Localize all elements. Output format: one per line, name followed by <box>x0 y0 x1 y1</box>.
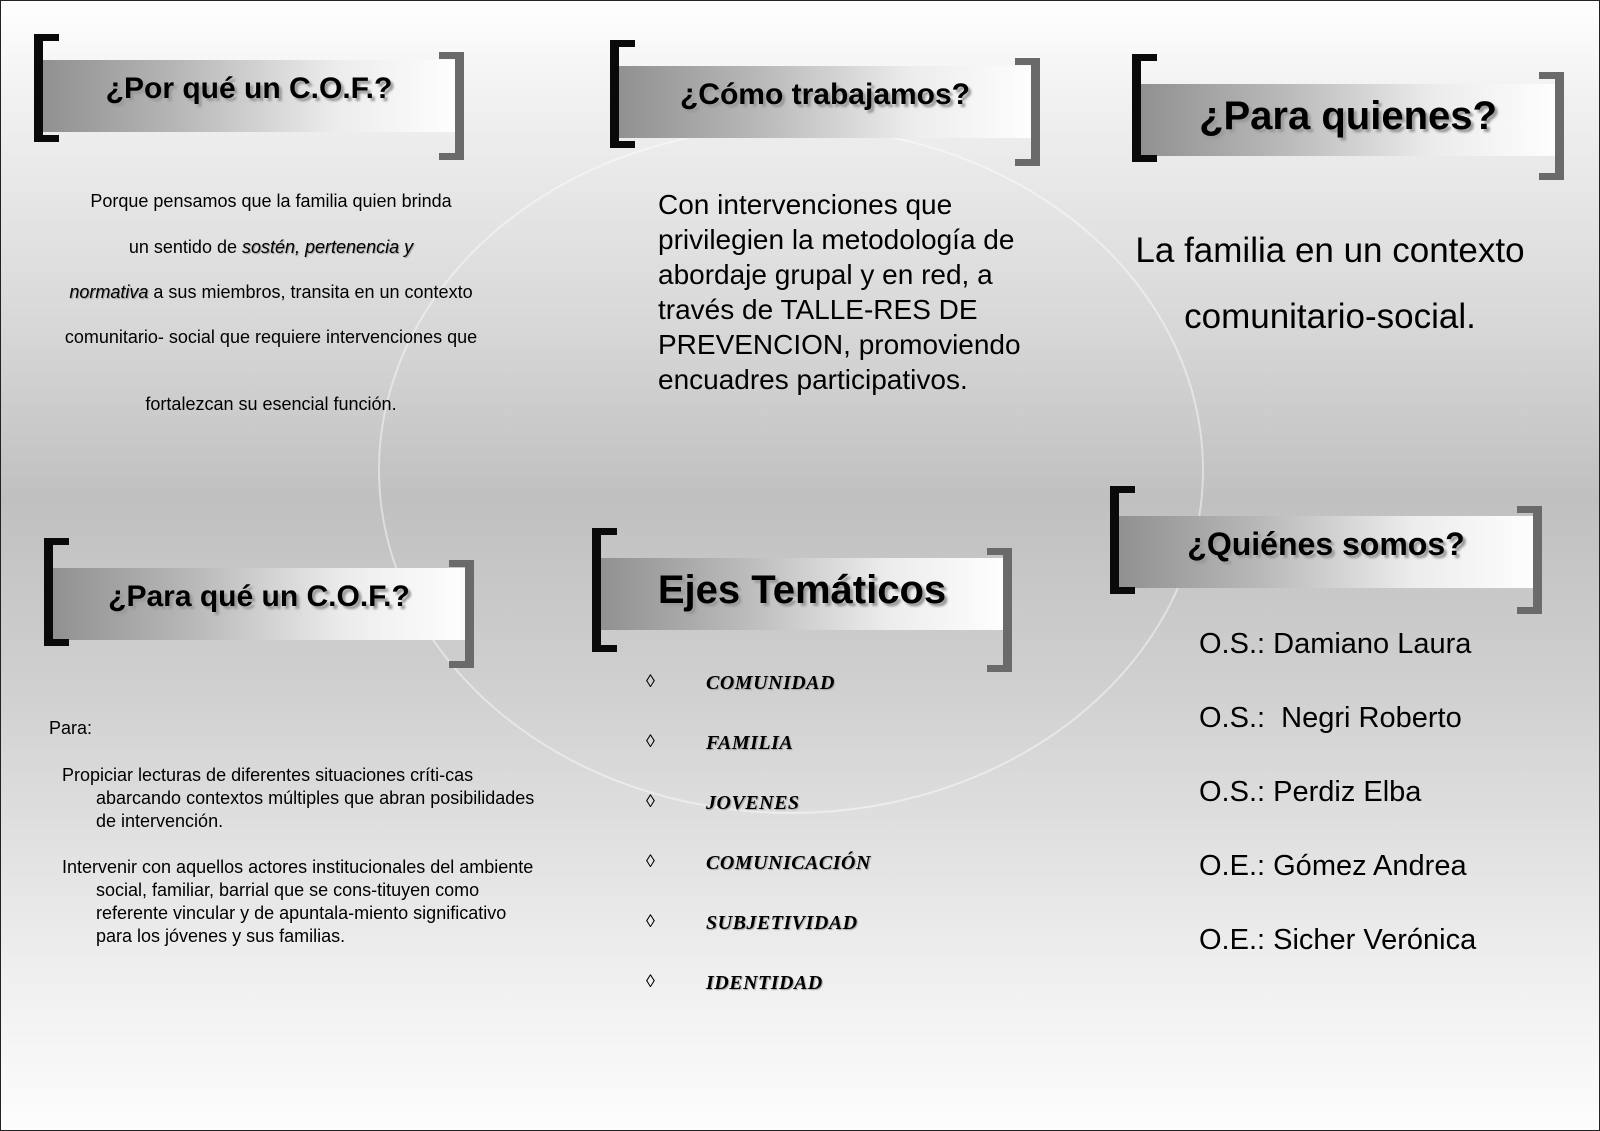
purpose-intro: Para: <box>49 718 93 738</box>
why-line-1: Porque pensamos que la familia quien brinda <box>90 191 452 211</box>
heading-purpose-title: ¿Para qué un C.O.F.? <box>108 580 410 613</box>
axes-item-label: COMUNIDAD <box>706 672 835 694</box>
heading-axes-title: Ejes Temáticos <box>657 568 947 612</box>
axes-item <box>646 852 871 912</box>
axes-item-label: JOVENES <box>706 792 800 814</box>
heading-how-title: ¿Cómo trabajamos? <box>679 78 971 111</box>
why-line-4: comunitario- social que requiere intervenciones que <box>64 327 478 347</box>
why-line-3 <box>28 281 514 303</box>
why-line-2 <box>28 236 514 258</box>
why-line-3-text: a sus miembros, transita en un contexto <box>148 282 473 302</box>
axes-item <box>646 732 871 792</box>
purpose-item-1: Propiciar lecturas de diferentes situaciones críti-cas abarcando contextos múltiples que abran posibilidades de intervención. <box>62 765 535 831</box>
team-member: O.E.: Gómez Andrea <box>1199 850 1467 882</box>
why-line-5: fortalezcan su esencial función. <box>145 394 397 414</box>
why-line-2-text: un sentido de <box>128 237 242 257</box>
team-list <box>1199 628 1476 998</box>
axes-list <box>646 672 871 1032</box>
heading-how <box>610 40 1040 172</box>
team-member: O.S.: Damiano Laura <box>1199 628 1472 660</box>
heading-why <box>34 34 464 166</box>
axes-item <box>646 912 871 972</box>
diamond-bullet-icon: ◊ <box>646 971 656 991</box>
axes-item-label: FAMILIA <box>706 732 794 754</box>
axes-item <box>646 972 871 1032</box>
diamond-bullet-icon: ◊ <box>646 851 656 871</box>
why-line-2-emphasis: sostén, pertenencia y <box>241 237 414 257</box>
heading-team-title: ¿Quiénes somos? <box>1187 526 1465 562</box>
axes-item-label: SUBJETIVIDAD <box>706 912 858 934</box>
heading-why-title: ¿Por qué un C.O.F.? <box>105 72 393 105</box>
heading-axes <box>592 528 1012 660</box>
team-member: O.E.: Sicher Verónica <box>1199 924 1477 956</box>
team-member: O.S.: Perdiz Elba <box>1199 776 1422 808</box>
axes-item-label: COMUNICACIÓN <box>706 852 871 874</box>
axes-item <box>646 792 871 852</box>
heading-purpose <box>44 538 474 670</box>
axes-item <box>646 672 871 732</box>
diamond-bullet-icon: ◊ <box>646 731 656 751</box>
for-whom-text: La familia en un contexto comunitario-social. <box>1135 231 1525 336</box>
diamond-bullet-icon: ◊ <box>646 791 656 811</box>
how-text: Con intervenciones que privilegien la metodología de abordaje grupal y en red, a través de TALLE-RES DE PREVENCION, promoviendo encuadres participativos. <box>658 189 1021 395</box>
diamond-bullet-icon: ◊ <box>646 911 656 931</box>
heading-for-whom <box>1132 54 1564 186</box>
why-line-3-emphasis: normativa <box>69 282 149 302</box>
team-member: O.S.: Negri Roberto <box>1199 702 1462 734</box>
purpose-item-2: Intervenir con aquellos actores institucionales del ambiente social, familiar, barrial que se cons-tituyen como referente vincular y de apuntala-miento significativo para los jóvenes y sus familias. <box>62 857 534 946</box>
axes-item-label: IDENTIDAD <box>706 972 823 994</box>
heading-for-whom-title: ¿Para quienes? <box>1199 94 1497 138</box>
heading-team <box>1110 486 1542 618</box>
diamond-bullet-icon: ◊ <box>646 671 656 691</box>
